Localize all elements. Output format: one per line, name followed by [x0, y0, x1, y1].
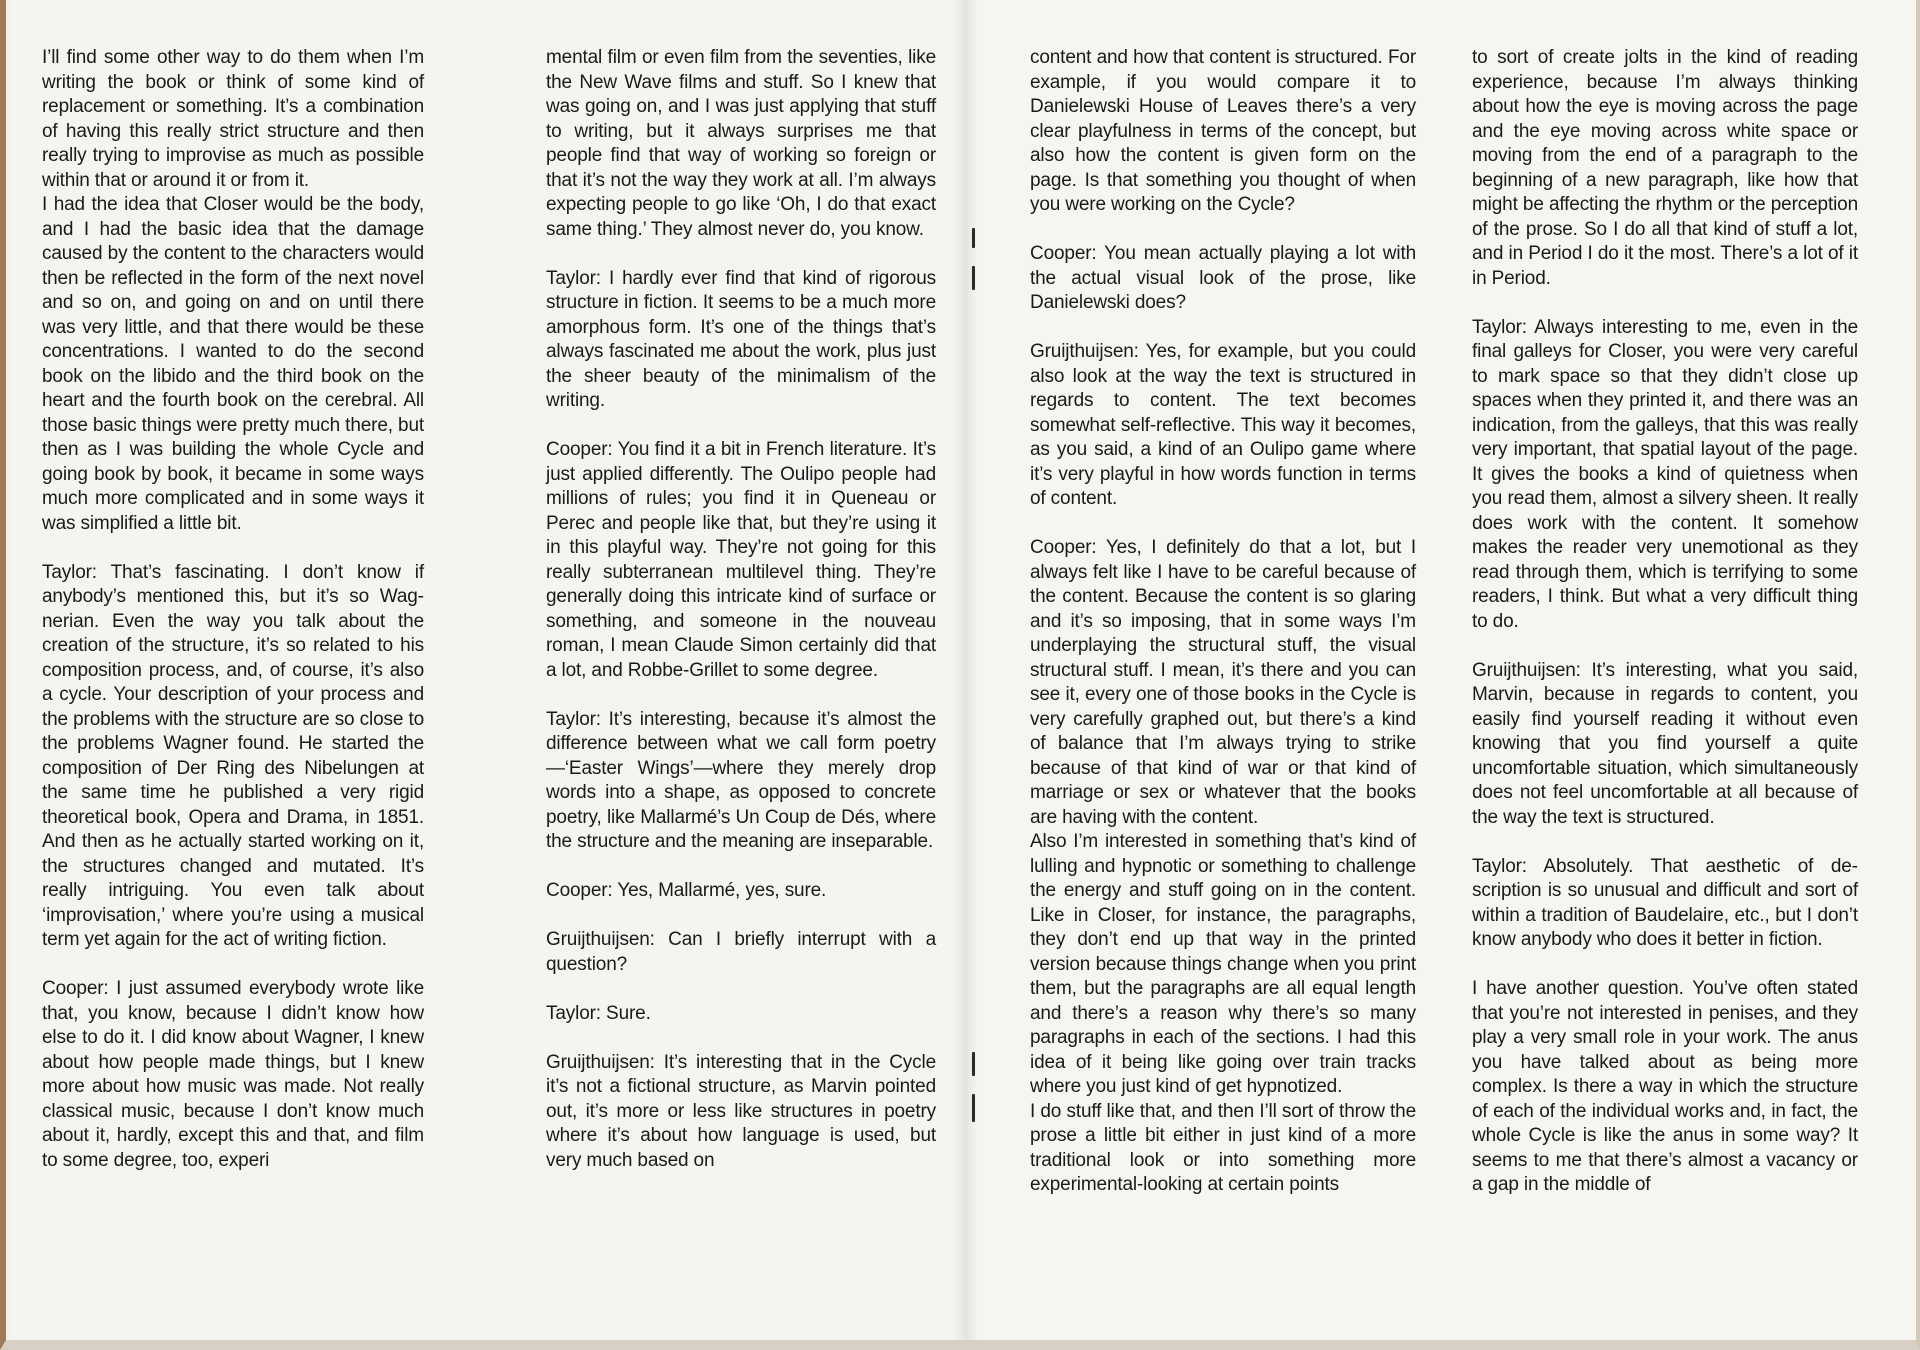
paragraph: I have another question. You’ve often stated that you’re not interested in penises, and they play a very small role in your work. The anus you have talked about as being more complex. Is there a way in which the structure of each of the individual works and, in fact, the whole Cycle is like the anus in some way? It seems to me that there’s almost a vacancy or a gap in the middle of [1472, 978, 1858, 1195]
paragraph: I do stuff like that, and then I’ll sort of throw the prose a little bit either in just kind of a more traditional look or into something more experimental-looking at certain points [1030, 1100, 1416, 1195]
paragraph: Cooper: You mean actually playing a lot with the actual visual look of the prose, like Danielewski does? [1030, 243, 1416, 313]
binding-staple-bottom [972, 1094, 975, 1122]
paragraph: Cooper: You find it a bit in French literature. It’s just applied differently. The Oulipo people had millions of rules; you find it in Queneau or Perec and people like that, but they’re using it in this playful way. They’re not going for this really subterranean multilevel thing. They’re generally doing this intricate kind of surface or something, and someone in the nouveau roman, I mean Claude Simon certainly did that a lot, and Robbe-Grillet to some degree. [546, 439, 936, 681]
paragraph: Gruijthuijsen: It’s interesting, what you said, Marvin, because in regards to content, you easily find yourself reading it without even knowing that you find yourself a quite uncomfortable situation, which simultaneously does not feel uncomfortable at all because of the way the text is structured. [1472, 659, 1858, 828]
text-column-1 [42, 46, 424, 1173]
text-column-2 [546, 46, 936, 1173]
paragraph: Taylor: Always interesting to me, even in the final galleys for Closer, you were very careful to mark space so that they didn’t close up spaces when they printed it, and there was an indication, from the galleys, that this was really very important, that spatial layout of the page. It gives the books a kind of quietness when you read them, almost a silvery sheen. It really does work with the content. It somehow makes the reader very unemotional as they read through them, which is terrifying to some readers, I think. But what a very difficult thing to do. [1472, 316, 1858, 632]
paragraph: Taylor: Absolutely. That aesthetic of description is so unusual and difficult and sort of within a tradition of Baudelaire, etc., but I don’t know anybody who does it better in fiction. [1472, 855, 1858, 950]
paragraph: Taylor: Sure. [546, 1002, 651, 1024]
paragraph: to sort of create jolts in the kind of reading experience, because I’m always thinking about how the eye is moving across the page and the eye moving across white space or moving from the end of a paragraph to the beginning of a new paragraph, like how that might be affecting the rhythm or the perception of the prose. So I do all that kind of stuff a lot, and in Period I do it the most. There’s a lot of it in Period. [1472, 47, 1858, 289]
paragraph: Cooper: Yes, Mallarmé, yes, sure. [546, 880, 827, 901]
paragraph: Cooper: Yes, I definitely do that a lot, but I always felt like I have to be careful because of the content. Because the content is so glaring and it’s so imposing, that in some ways I’m underplaying the structural stuff, the visual structural stuff. I mean, it’s there and you can see it, every one of those books in the Cycle is very carefully graphed out, but there’s a kind of balance that I’m always trying to strike because of that kind of war or that kind of marriage or sex or whatever that the books are having with the content. [1030, 537, 1416, 828]
paragraph: mental film or even film from the seventies, like the New Wave films and stuff. So I knew that was going on, and I was just applying that stuff to writing, but it always surprises me that people find that way of working so foreign or that it’s not the way they work at all. I’m always expecting people to go like ‘Oh, I do that exact same thing.’ They almost never do, you know. [546, 47, 936, 240]
paragraph: I’ll find some other way to do them when I’m writing the book or think of some kind of replacement or something. It’s a combination of having this really strict structure and then really trying to improvise as much as possible within that or around it or from it. [42, 47, 424, 191]
paragraph: Gruijthuijsen: Yes, for example, but you could also look at the way the text is structured in regards to content. The text becomes somewhat self-reflective. This way it becomes, as you said, a kind of an Oulipo game where it’s very playful in how words function in terms of content. [1030, 341, 1416, 509]
paragraph: Gruijthuijsen: It’s interesting that in the Cycle it’s not a fictional structure, as Marvin pointed out, it’s more or less like structures in poetry where it’s about how language is used, but very much based on [546, 1051, 936, 1171]
paragraph: Taylor: That’s fascinating. I don’t know if anybody’s mentioned this, but it’s so Wagnerian. Even the way you talk about the creation of the structure, it’s so related to his composition process, and, of course, it’s also a cycle. Your description of your process and the problems with the structure are so close to the problems Wagner found. He started the composition of Der Ring des Nibelungen at the same time he published a very rigid theoretical book, Opera and Drama, in 1851. And then as he actually started working on it, the structures changed and mutated. It’s really intriguing. You even talk about ‘improvisation,’ where you’re using a musical term yet again for the act of writing fiction. [42, 561, 424, 950]
binding-staple-top [972, 228, 975, 248]
binding-staple-bottom [972, 1052, 975, 1076]
paragraph: I had the idea that Closer would be the body, and I had the basic idea that the damage caused by the content to the characters would then be reflected in the form of the next novel and so on, and going on and on until there was very little, and that there would be these concentrations. I wanted to do the second book on the libido and the third book on the heart and the fourth book on the cerebral. All those basic things were pretty much there, but then as I was building the whole Cycle and going book by book, it became in some ways much more complicated and in some ways it was simplified a little bit. [42, 194, 424, 534]
binding-staple-top [972, 266, 975, 290]
book-gutter [954, 0, 978, 1340]
text-column-4 [1472, 46, 1858, 1198]
paragraph: Also I’m interested in something that’s kind of lulling and hypnotic or something to challenge the energy and stuff going on in the content. Like in Closer, for instance, the paragraphs, they don’t end up that way in the printed version because things change when you print them, but the paragraphs are all equal length and there’s a reason why there’s so many paragraphs in each of the sections. I had this idea of it being like going over train tracks where you just kind of get hypnotized. [1030, 831, 1416, 1097]
paragraph: Taylor: I hardly ever find that kind of rigorous structure in fiction. It seems to be a much more amorphous form. It’s one of the things that’s always fascinated me about the work, plus just the sheer beauty of the minimalism of the writing. [546, 267, 936, 411]
text-column-3 [1030, 46, 1416, 1198]
paragraph: Cooper: I just assumed everybody wrote like that, you know, because I didn’t know how else to do it. I did know about Wagner, I knew about how people made things, but I knew more about how music was made. Not really classical music, because I don’t know much about it, hardly, except this and that, and film to some degree, too, experi [42, 978, 424, 1171]
paragraph: Taylor: It’s interesting, because it’s almost the difference between what we call form poetry—‘Easter Wings’—where they merely drop words into a shape, as opposed to concrete poetry, like Mallarmé’s Un Coup de Dés, where the structure and the meaning are inseparable. [546, 708, 936, 852]
paragraph: Gruijthuijsen: Can I briefly interrupt with a question? [546, 929, 936, 975]
paragraph: content and how that content is structured. For example, if you would compare it to Danielewski House of Leaves there’s a very clear playfulness in terms of the concept, but also how the content is given form on the page. Is that something you thought of when you were working on the Cycle? [1030, 47, 1416, 215]
